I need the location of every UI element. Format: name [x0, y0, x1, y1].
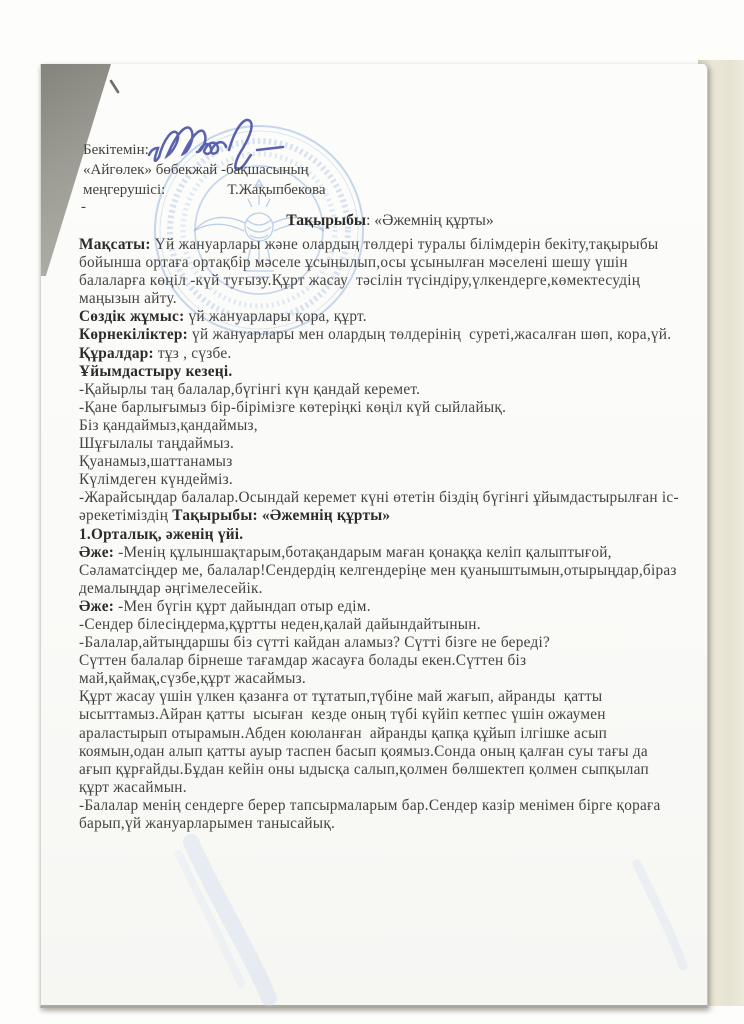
text-segment: Күлімдеген күндейміз.: [79, 471, 233, 489]
text-line: [79, 743, 703, 761]
text-line: [79, 381, 703, 399]
text-line: [79, 435, 703, 453]
text-line: [79, 507, 703, 525]
text-line: [79, 652, 703, 670]
text-segment: үй жануарлары мен олардың төлдерінің суреті,жасалған шөп, кора,үй.: [187, 326, 672, 344]
text-segment: үй жануарлары қора, құрт.: [184, 308, 367, 326]
text-segment: тұз , сүзбе.: [153, 344, 232, 362]
text-line: [79, 544, 703, 562]
text-line: [79, 272, 703, 290]
approver-name: Т.Жақыпбекова: [227, 182, 326, 198]
text-line: [79, 580, 703, 598]
text-line: [79, 779, 703, 797]
text-segment: барып,үй жануарларымен танысайық.: [79, 815, 336, 832]
text-line: [79, 417, 703, 435]
text-segment: Біз қандаймыз,қандаймыз,: [79, 416, 258, 434]
lesson-title: [79, 212, 701, 230]
text-segment: Үй жануарлары және олардың төлдері туралы білімдерін бекіту,тақырыбы: [150, 236, 659, 253]
text-segment: Қуанамыз,шаттанамыз: [79, 453, 233, 471]
text-segment: ысыттамыз.Айран қатты ысыған кезде оның түбі күйіп кетпес үшін ожаумен: [79, 706, 606, 724]
text-line: [79, 453, 703, 471]
text-line: [79, 236, 703, 254]
text-segment: маңызын айту.: [79, 290, 177, 308]
text-segment: Құрт жасау үшін үлкен қазанға от тұтатып,түбіне май жағып, айранды қатты: [79, 688, 603, 706]
approval-org-line: «Айгөлек» бөбекжай -бақшасының: [83, 162, 309, 178]
text-line: [79, 308, 703, 326]
scanned-document-page: [40, 64, 708, 1008]
approval-role-label: меңгерушісі:: [83, 182, 166, 198]
text-line: [79, 254, 703, 272]
text-segment-bold: Ұйымдастыру кезеңі.: [79, 362, 233, 380]
text-segment-bold: Сөздік жұмыс:: [79, 308, 185, 326]
text-line: [79, 815, 703, 833]
text-segment: -Қайырлы таң балалар,бүгінгі күн қандай керемет.: [79, 380, 421, 398]
text-line: [79, 526, 703, 544]
text-line: [79, 471, 703, 489]
text-segment: бойынша ортаға ортақбір мәселе ұсынылып,осы ұсынылған мәселені шешу үшін: [79, 254, 628, 272]
text-segment: -Мен бүгін құрт дайындап отыр едім.: [114, 597, 371, 615]
title-value: : «Әжемнің құрты»: [366, 212, 494, 229]
text-segment: Шұғылалы таңдаймыз.: [79, 435, 235, 453]
text-line: [79, 399, 703, 417]
text-segment: балаларға көңіл -күй туғызу.Құрт жасау тәсілін түсіндіру,үлкендерге,көмектесудің: [79, 272, 641, 290]
text-line: [79, 670, 703, 688]
text-segment-bold: Әже:: [79, 597, 115, 615]
title-label: Тақырыбы: [286, 212, 367, 229]
text-segment: әрекетіміздің: [79, 507, 173, 525]
text-line: [79, 688, 703, 706]
text-line: [79, 345, 703, 363]
text-line: [79, 562, 703, 580]
text-segment: коямын,одан алып қатты ауыр таспен басып қоямыз.Сонда оның қалған суы тағы да: [79, 742, 648, 760]
text-segment-bold: 1.Орталық, әженің үйі.: [79, 525, 244, 543]
text-line: [79, 634, 703, 652]
text-segment-bold: Әже:: [79, 543, 115, 561]
text-segment: май,қаймақ,сүзбе,құрт жасаймыз.: [79, 670, 307, 688]
text-line: [79, 290, 703, 308]
text-line: [79, 363, 703, 381]
text-line: [79, 725, 703, 743]
text-segment: -Балалар,айтыңдаршы біз сүтті кайдан аламыз? Сүтті бізге не береді?: [79, 634, 551, 652]
body-text: [79, 236, 703, 833]
text-line: [79, 761, 703, 779]
text-segment: -Балалар менің сендерге берер тапсырмаларым бар.Сендер казір менімен бірге қораға: [79, 796, 661, 814]
approval-label: Бекітемін:: [83, 142, 149, 158]
text-segment: -Жарайсыңдар балалар.Осындай керемет күні өтетін біздің бүгінгі ұйымдастырылған іс-: [79, 489, 679, 507]
text-segment: Сүттен балалар бірнеше тағамдар жасауға болады екен.Сүттен біз: [79, 652, 527, 670]
text-segment: демалыңдар әңгімелесейік.: [79, 579, 263, 597]
text-line: [79, 598, 703, 616]
stray-dash: -: [81, 199, 86, 215]
text-segment: -Менің құлыншақтарым,ботақандарым маған қонаққа келіп қалыптығой,: [114, 543, 612, 561]
text-segment: құрт жасаймын.: [79, 778, 187, 796]
text-line: [79, 616, 703, 634]
approval-role-line: [83, 180, 326, 200]
text-line: [79, 797, 703, 815]
text-segment-bold: Тақырыбы: «Әжемнің құрты»: [172, 507, 391, 525]
text-segment: ағып құрғайды.Бұдан кейін оны ыдысқа салып,қолмен бөлшектеп қолмен сыпқылап: [79, 760, 649, 778]
text-segment: Сәламатсіңдер ме, балалар!Сендердің келгендеріңе мен қуаныштымын,отырыңдар,біраз: [79, 561, 677, 579]
text-segment-bold: Құралдар:: [79, 344, 154, 362]
text-line: [79, 326, 703, 344]
text-line: [79, 706, 703, 724]
text-segment: араластырып отырамын.Абден коюланған айранды қапқа құйып ілгішке асып: [79, 724, 608, 742]
text-segment-bold: Мақсаты:: [79, 236, 151, 253]
text-segment: -Сендер білесіңдерма,құртты неден,қалай дайындайтынын.: [79, 615, 481, 633]
text-segment-bold: Көрнекіліктер:: [79, 326, 188, 344]
text-line: [79, 489, 703, 507]
text-segment: -Қане барлығымыз бір-бірімізге көтеріңкі көңіл күй сыйлайық.: [79, 398, 507, 416]
